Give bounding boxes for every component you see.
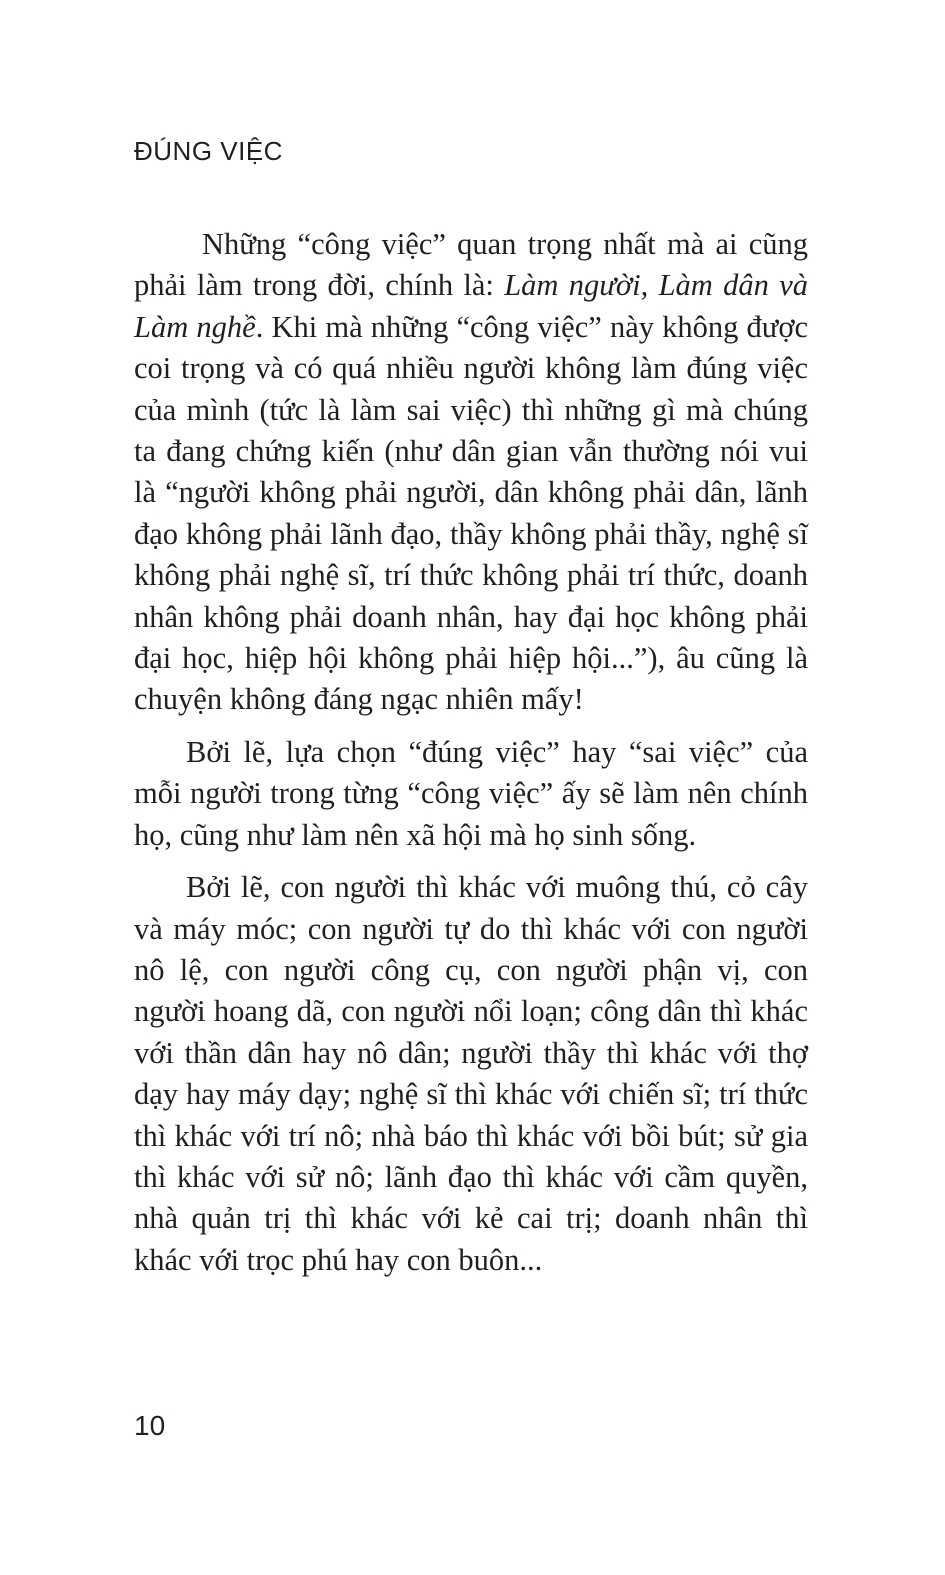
- paragraph-1-italic-phrase: Làm người, Làm dân và Làm nghề: [134, 268, 808, 344]
- paragraph-1: [134, 224, 808, 721]
- page-number: 10: [134, 1410, 166, 1441]
- paragraph-3: Bởi lẽ, con người thì khác với muông thú, cỏ cây và máy móc; con người tự do thì khác với con người nô lệ, con người công cụ, con người phận vị, con người hoang dã, con người nổi loạn; công dân thì khác với thần dân hay nô dân; người thầy thì khác với thợ dạy hay máy dạy; nghệ sĩ thì khác với chiến sĩ; trí thức thì khác với trí nô; nhà báo thì khác với bồi bút; sử gia thì khác với sử nô; lãnh đạo thì khác với cầm quyền, nhà quản trị thì khác với kẻ cai trị; doanh nhân thì khác với trọc phú hay con buôn...: [134, 870, 808, 1277]
- paragraph-1-text-a: Những “công việc” quan trọng nhất mà ai cũng phải làm trong đời, chính là:: [134, 227, 808, 303]
- body-text: [134, 224, 808, 1281]
- running-header: ĐÚNG VIỆC: [134, 136, 283, 166]
- paragraph-1-text-b: . Khi mà những “công việc” này không được coi trọng và có quá nhiều người không làm đúng việc của mình (tức là làm sai việc) thì những gì mà chúng ta đang chứng kiến (như dân gian vẫn thường nói vui là “người không phải người, dân không phải dân, lãnh đạo không phải lãnh đạo, thầy không phải thầy, nghệ sĩ không phải nghệ sĩ, trí thức không phải trí thức, doanh nhân không phải doanh nhân, hay đại học không phải đại học, hiệp hội không phải hiệp hội...”), âu cũng là chuyện không đáng ngạc nhiên mấy!: [134, 309, 808, 717]
- paragraph-2: Bởi lẽ, lựa chọn “đúng việc” hay “sai việc” của mỗi người trong từng “công việc” ấy sẽ làm nên chính họ, cũng như làm nên xã hội mà họ sinh sống.: [134, 734, 808, 852]
